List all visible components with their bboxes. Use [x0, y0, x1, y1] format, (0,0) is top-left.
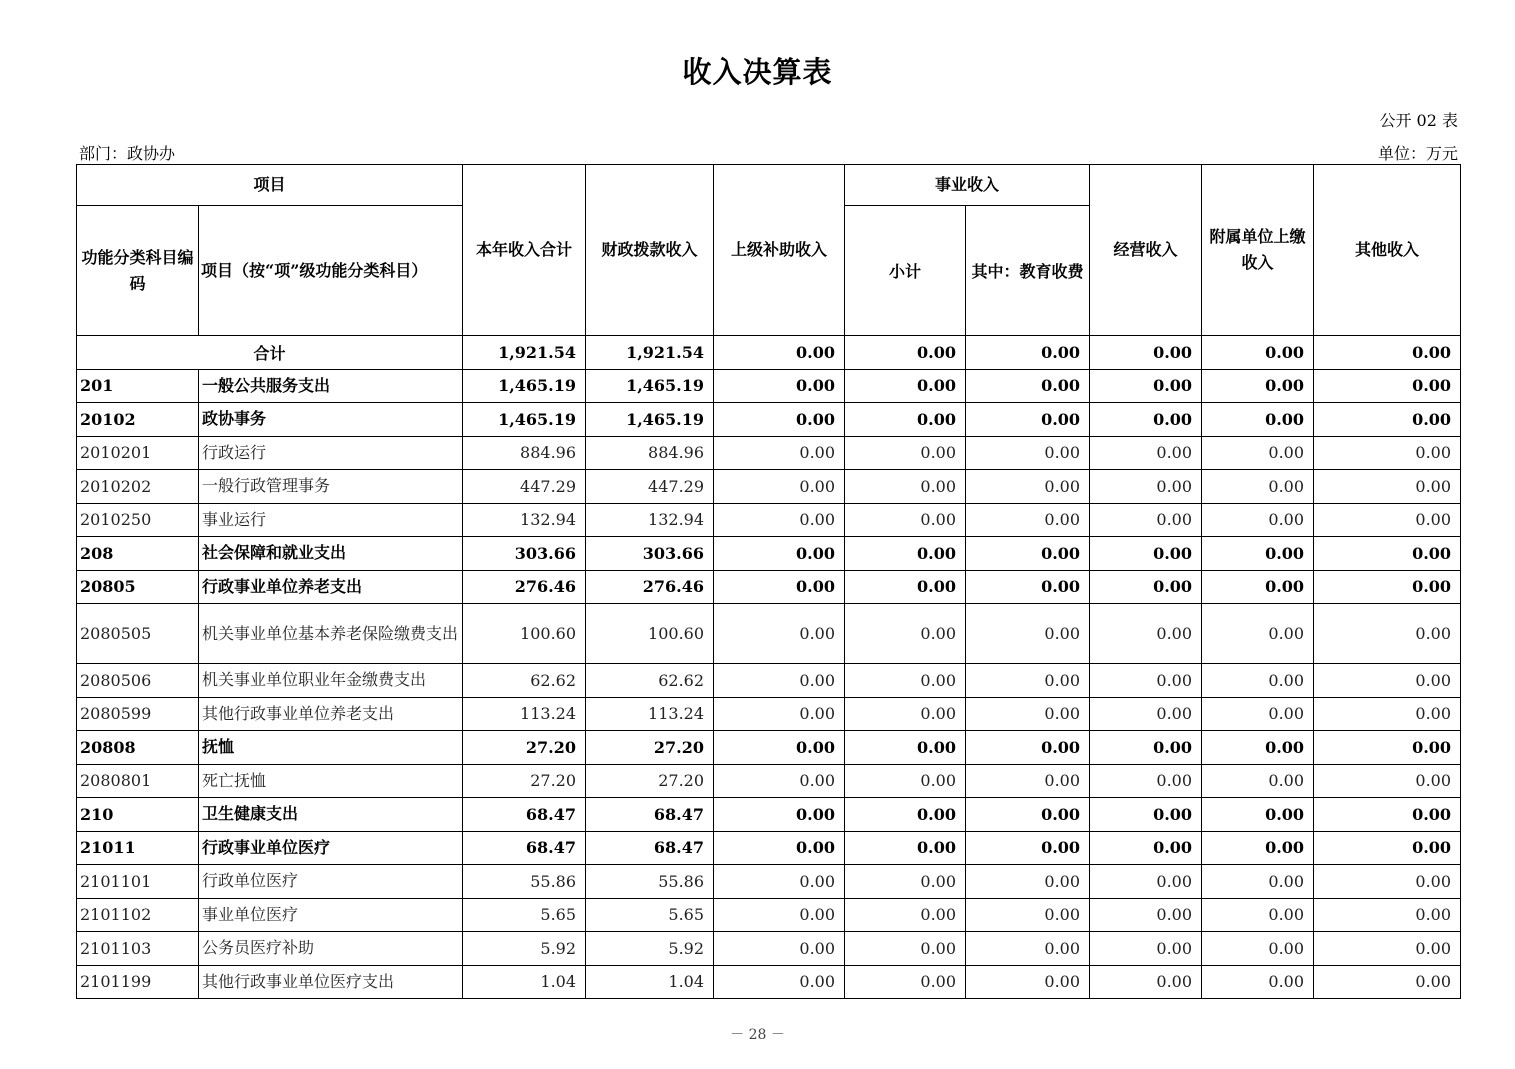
total-value: 1,921.54 — [463, 336, 586, 370]
value-cell: 0.00 — [845, 798, 966, 832]
value-cell: 0.00 — [1314, 436, 1461, 470]
total-value: 0.00 — [966, 336, 1090, 370]
value-cell: 0.00 — [1090, 932, 1202, 966]
table-row — [77, 436, 1461, 470]
value-cell: 0.00 — [845, 570, 966, 604]
value-cell: 0.00 — [714, 570, 845, 604]
value-cell: 0.00 — [714, 932, 845, 966]
item-name-cell: 机关事业单位职业年金缴费支出 — [199, 664, 463, 698]
value-cell: 0.00 — [1314, 965, 1461, 999]
table-row — [77, 731, 1461, 765]
value-cell: 0.00 — [1090, 831, 1202, 865]
table-row — [77, 798, 1461, 832]
item-name-cell: 社会保障和就业支出 — [199, 537, 463, 571]
value-cell: 5.92 — [463, 932, 586, 966]
table-row — [77, 965, 1461, 999]
value-cell: 0.00 — [845, 436, 966, 470]
table-body — [77, 336, 1461, 999]
value-cell: 0.00 — [1202, 470, 1314, 504]
header-item-name: 项目（按“项”级功能分类科目） — [199, 206, 463, 336]
value-cell: 0.00 — [714, 604, 845, 664]
table-row — [77, 865, 1461, 899]
value-cell: 0.00 — [966, 932, 1090, 966]
value-cell: 0.00 — [1202, 403, 1314, 437]
value-cell: 276.46 — [463, 570, 586, 604]
value-cell: 0.00 — [1314, 369, 1461, 403]
value-cell: 0.00 — [1202, 798, 1314, 832]
value-cell: 0.00 — [714, 764, 845, 798]
value-cell: 0.00 — [1090, 369, 1202, 403]
value-cell: 68.47 — [463, 831, 586, 865]
value-cell: 0.00 — [1202, 731, 1314, 765]
value-cell: 0.00 — [1090, 537, 1202, 571]
header-total-income: 本年收入合计 — [463, 165, 586, 336]
table-row — [77, 697, 1461, 731]
total-value: 0.00 — [845, 336, 966, 370]
func-code-cell: 2010250 — [77, 503, 199, 537]
func-code-cell: 2101102 — [77, 898, 199, 932]
header-education-fees: 其中：教育收费 — [966, 206, 1090, 336]
header-operating-income: 经营收入 — [1090, 165, 1202, 336]
value-cell: 0.00 — [1090, 965, 1202, 999]
income-table — [76, 164, 1461, 999]
func-code-cell: 21011 — [77, 831, 199, 865]
value-cell: 0.00 — [1090, 865, 1202, 899]
value-cell: 0.00 — [1090, 403, 1202, 437]
table-row — [77, 932, 1461, 966]
header-subtotal: 小计 — [845, 206, 966, 336]
value-cell: 884.96 — [586, 436, 714, 470]
value-cell: 447.29 — [463, 470, 586, 504]
item-name-cell: 机关事业单位基本养老保险缴费支出 — [199, 604, 463, 664]
value-cell: 0.00 — [966, 604, 1090, 664]
value-cell: 0.00 — [714, 369, 845, 403]
value-cell: 0.00 — [1314, 898, 1461, 932]
value-cell: 0.00 — [845, 503, 966, 537]
func-code-cell: 2080599 — [77, 697, 199, 731]
value-cell: 0.00 — [845, 932, 966, 966]
func-code-cell: 20808 — [77, 731, 199, 765]
total-value: 0.00 — [1314, 336, 1461, 370]
header-affiliated-income: 附属单位上缴收入 — [1202, 165, 1314, 336]
item-name-cell: 一般公共服务支出 — [199, 369, 463, 403]
value-cell: 68.47 — [586, 798, 714, 832]
value-cell: 0.00 — [966, 403, 1090, 437]
value-cell: 0.00 — [845, 537, 966, 571]
value-cell: 0.00 — [714, 470, 845, 504]
value-cell: 1.04 — [463, 965, 586, 999]
item-name-cell: 公务员医疗补助 — [199, 932, 463, 966]
value-cell: 5.65 — [463, 898, 586, 932]
value-cell: 0.00 — [845, 764, 966, 798]
value-cell: 0.00 — [714, 731, 845, 765]
func-code-cell: 20102 — [77, 403, 199, 437]
value-cell: 0.00 — [845, 369, 966, 403]
item-name-cell: 行政运行 — [199, 436, 463, 470]
header-fiscal-allocation: 财政拨款收入 — [586, 165, 714, 336]
value-cell: 68.47 — [586, 831, 714, 865]
value-cell: 0.00 — [714, 965, 845, 999]
value-cell: 0.00 — [714, 798, 845, 832]
value-cell: 1,465.19 — [463, 403, 586, 437]
value-cell: 100.60 — [463, 604, 586, 664]
value-cell: 55.86 — [463, 865, 586, 899]
value-cell: 113.24 — [463, 697, 586, 731]
item-name-cell: 一般行政管理事务 — [199, 470, 463, 504]
func-code-cell: 2010201 — [77, 436, 199, 470]
item-name-cell: 其他行政事业单位医疗支出 — [199, 965, 463, 999]
value-cell: 0.00 — [966, 436, 1090, 470]
value-cell: 0.00 — [1090, 436, 1202, 470]
value-cell: 0.00 — [714, 403, 845, 437]
table-row — [77, 503, 1461, 537]
value-cell: 0.00 — [845, 604, 966, 664]
func-code-cell: 2080801 — [77, 764, 199, 798]
value-cell: 55.86 — [586, 865, 714, 899]
value-cell: 276.46 — [586, 570, 714, 604]
value-cell: 0.00 — [966, 470, 1090, 504]
value-cell: 0.00 — [1314, 604, 1461, 664]
value-cell: 0.00 — [1314, 932, 1461, 966]
value-cell: 0.00 — [1314, 470, 1461, 504]
header-superior-subsidy: 上级补助收入 — [714, 165, 845, 336]
value-cell: 0.00 — [1090, 764, 1202, 798]
value-cell: 0.00 — [1090, 697, 1202, 731]
value-cell: 0.00 — [966, 537, 1090, 571]
value-cell: 0.00 — [714, 664, 845, 698]
total-value: 1,921.54 — [586, 336, 714, 370]
value-cell: 0.00 — [845, 470, 966, 504]
item-name-cell: 行政事业单位养老支出 — [199, 570, 463, 604]
value-cell: 0.00 — [1202, 436, 1314, 470]
value-cell: 0.00 — [966, 965, 1090, 999]
item-name-cell: 其他行政事业单位养老支出 — [199, 697, 463, 731]
value-cell: 0.00 — [966, 898, 1090, 932]
total-value: 0.00 — [1090, 336, 1202, 370]
value-cell: 0.00 — [966, 369, 1090, 403]
table-row-total — [77, 336, 1461, 370]
table-row — [77, 831, 1461, 865]
func-code-cell: 20805 — [77, 570, 199, 604]
value-cell: 0.00 — [1202, 537, 1314, 571]
value-cell: 100.60 — [586, 604, 714, 664]
value-cell: 0.00 — [1090, 898, 1202, 932]
value-cell: 0.00 — [1314, 570, 1461, 604]
value-cell: 0.00 — [845, 697, 966, 731]
value-cell: 62.62 — [586, 664, 714, 698]
header-business-income: 事业收入 — [845, 165, 1090, 206]
value-cell: 132.94 — [463, 503, 586, 537]
total-value: 0.00 — [1202, 336, 1314, 370]
header-other-income: 其他收入 — [1314, 165, 1461, 336]
value-cell: 1,465.19 — [463, 369, 586, 403]
func-code-cell: 210 — [77, 798, 199, 832]
page-number: － 28 － — [730, 1027, 785, 1043]
value-cell: 0.00 — [714, 537, 845, 571]
value-cell: 447.29 — [586, 470, 714, 504]
value-cell: 1,465.19 — [586, 369, 714, 403]
value-cell: 5.92 — [586, 932, 714, 966]
func-code-cell: 201 — [77, 369, 199, 403]
value-cell: 0.00 — [1314, 503, 1461, 537]
value-cell: 1.04 — [586, 965, 714, 999]
value-cell: 0.00 — [714, 865, 845, 899]
value-cell: 0.00 — [845, 898, 966, 932]
func-code-cell: 2010202 — [77, 470, 199, 504]
value-cell: 0.00 — [966, 570, 1090, 604]
item-name-cell: 行政事业单位医疗 — [199, 831, 463, 865]
value-cell: 113.24 — [586, 697, 714, 731]
value-cell: 0.00 — [1090, 664, 1202, 698]
value-cell: 0.00 — [1202, 570, 1314, 604]
value-cell: 0.00 — [1202, 697, 1314, 731]
value-cell: 27.20 — [586, 764, 714, 798]
form-number: 公开 02 表 — [1379, 111, 1458, 130]
value-cell: 0.00 — [966, 503, 1090, 537]
item-name-cell: 政协事务 — [199, 403, 463, 437]
table-row — [77, 764, 1461, 798]
table-row — [77, 604, 1461, 664]
value-cell: 0.00 — [1314, 865, 1461, 899]
value-cell: 0.00 — [1202, 965, 1314, 999]
func-code-cell: 2101101 — [77, 865, 199, 899]
value-cell: 0.00 — [1090, 731, 1202, 765]
value-cell: 0.00 — [845, 403, 966, 437]
value-cell: 0.00 — [1314, 731, 1461, 765]
table-row — [77, 470, 1461, 504]
value-cell: 5.65 — [586, 898, 714, 932]
func-code-cell: 2080505 — [77, 604, 199, 664]
value-cell: 303.66 — [586, 537, 714, 571]
func-code-cell: 2080506 — [77, 664, 199, 698]
value-cell: 0.00 — [714, 697, 845, 731]
table-row — [77, 369, 1461, 403]
value-cell: 0.00 — [966, 865, 1090, 899]
table-row — [77, 403, 1461, 437]
value-cell: 0.00 — [1090, 570, 1202, 604]
value-cell: 0.00 — [1202, 898, 1314, 932]
value-cell: 0.00 — [714, 436, 845, 470]
value-cell: 0.00 — [714, 898, 845, 932]
value-cell: 0.00 — [1202, 932, 1314, 966]
department-label: 部门：政协办 — [79, 144, 176, 163]
value-cell: 0.00 — [1314, 664, 1461, 698]
func-code-cell: 208 — [77, 537, 199, 571]
func-code-cell: 2101199 — [77, 965, 199, 999]
value-cell: 0.00 — [845, 831, 966, 865]
value-cell: 0.00 — [966, 731, 1090, 765]
value-cell: 0.00 — [966, 764, 1090, 798]
func-code-cell: 2101103 — [77, 932, 199, 966]
total-label: 合计 — [77, 336, 463, 370]
item-name-cell: 行政单位医疗 — [199, 865, 463, 899]
value-cell: 0.00 — [1314, 537, 1461, 571]
value-cell: 0.00 — [845, 731, 966, 765]
item-name-cell: 死亡抚恤 — [199, 764, 463, 798]
value-cell: 0.00 — [966, 831, 1090, 865]
value-cell: 1,465.19 — [586, 403, 714, 437]
value-cell: 0.00 — [1202, 831, 1314, 865]
table-row — [77, 570, 1461, 604]
item-name-cell: 抚恤 — [199, 731, 463, 765]
value-cell: 132.94 — [586, 503, 714, 537]
value-cell: 0.00 — [966, 798, 1090, 832]
value-cell: 0.00 — [1090, 503, 1202, 537]
value-cell: 0.00 — [1314, 798, 1461, 832]
page-title: 收入决算表 — [682, 55, 833, 89]
value-cell: 0.00 — [966, 697, 1090, 731]
value-cell: 0.00 — [1202, 369, 1314, 403]
value-cell: 0.00 — [1314, 831, 1461, 865]
value-cell: 0.00 — [1314, 403, 1461, 437]
header-item: 项目 — [77, 165, 463, 206]
value-cell: 884.96 — [463, 436, 586, 470]
item-name-cell: 卫生健康支出 — [199, 798, 463, 832]
unit-label: 单位：万元 — [1377, 144, 1458, 163]
table-row — [77, 898, 1461, 932]
value-cell: 0.00 — [1314, 764, 1461, 798]
value-cell: 0.00 — [1090, 798, 1202, 832]
value-cell: 0.00 — [845, 965, 966, 999]
value-cell: 0.00 — [1202, 664, 1314, 698]
table-row — [77, 664, 1461, 698]
value-cell: 0.00 — [1090, 604, 1202, 664]
value-cell: 27.20 — [586, 731, 714, 765]
value-cell: 0.00 — [966, 664, 1090, 698]
value-cell: 0.00 — [714, 503, 845, 537]
table-row — [77, 537, 1461, 571]
item-name-cell: 事业单位医疗 — [199, 898, 463, 932]
value-cell: 27.20 — [463, 731, 586, 765]
value-cell: 62.62 — [463, 664, 586, 698]
value-cell: 0.00 — [845, 664, 966, 698]
value-cell: 0.00 — [1202, 503, 1314, 537]
value-cell: 27.20 — [463, 764, 586, 798]
value-cell: 0.00 — [714, 831, 845, 865]
value-cell: 0.00 — [1314, 697, 1461, 731]
total-value: 0.00 — [714, 336, 845, 370]
value-cell: 68.47 — [463, 798, 586, 832]
value-cell: 303.66 — [463, 537, 586, 571]
value-cell: 0.00 — [1202, 604, 1314, 664]
header-func-code: 功能分类科目编码 — [77, 206, 199, 336]
value-cell: 0.00 — [1090, 470, 1202, 504]
value-cell: 0.00 — [845, 865, 966, 899]
value-cell: 0.00 — [1202, 865, 1314, 899]
item-name-cell: 事业运行 — [199, 503, 463, 537]
value-cell: 0.00 — [1202, 764, 1314, 798]
